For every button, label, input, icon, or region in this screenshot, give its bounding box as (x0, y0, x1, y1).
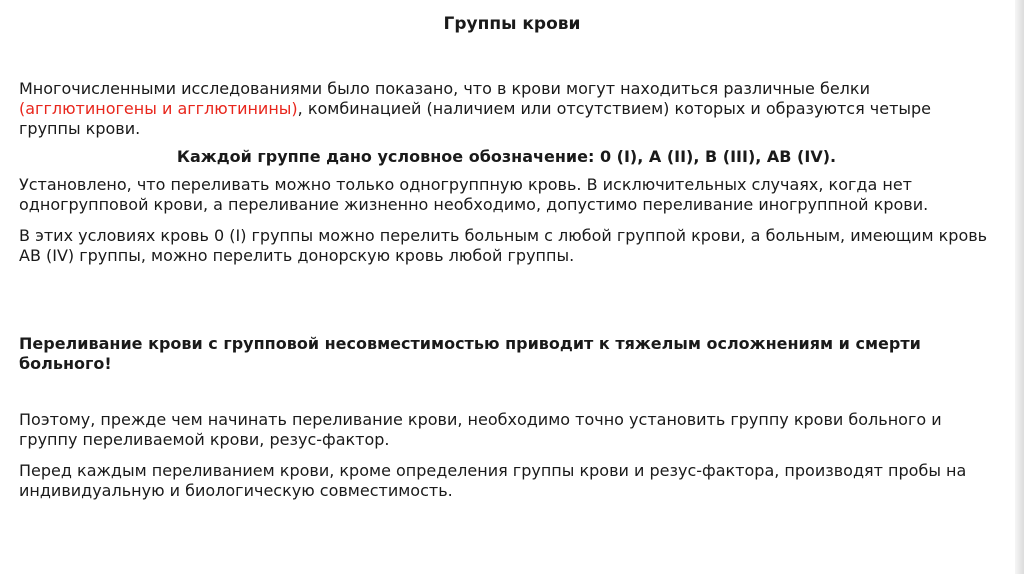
slide-edge-shadow (1015, 0, 1024, 574)
paragraph-universal-donor: В этих условиях кровь 0 (I) группы можно перелить больным с любой группой крови, а больным, имеющим кровь АВ (IV) группы, можно перелить донорскую кровь любой группы. (19, 226, 988, 265)
paragraph-blood-proteins-rest: , комбинацией (наличием или отсутствием) которых и образуются четыре группы крови. (19, 99, 932, 138)
paragraph-same-group-transfusion: Установлено, что переливать можно только одногруппную кровь. В исключительных случаях, когда нет одногрупповой крови, а переливание жизненно необходимо, допустимо переливание иногруппной крови. (19, 175, 929, 214)
paragraph-determine-group: Поэтому, прежде чем начинать переливание крови, необходимо точно установить группу крови больного и группу переливаемой крови, резус-фактор. (19, 410, 942, 449)
paragraph-compatibility-tests: Перед каждым переливанием крови, кроме определения группы крови и резус-фактора, производят пробы на индивидуальную и биологическую совместимость. (19, 461, 967, 500)
paragraph-incompatibility-warning: Переливание крови с групповой несовместимостью приводит к тяжелым осложнениям и смерти больного! (19, 334, 921, 373)
slide-content (19, 79, 994, 501)
paragraph-group-notation: Каждой группе дано условное обозначение: 0 (I), А (II), В (III), АВ (IV). (176, 147, 837, 166)
slide-title: Группы крови (443, 14, 581, 34)
agglutinogens-highlight: (агглютиногены и агглютинины) (19, 99, 298, 118)
paragraph-blood-proteins-line1: Многочисленными исследованиями было показано, что в крови могут находиться различные белки (19, 79, 870, 98)
paragraph-blood-proteins (19, 79, 994, 139)
